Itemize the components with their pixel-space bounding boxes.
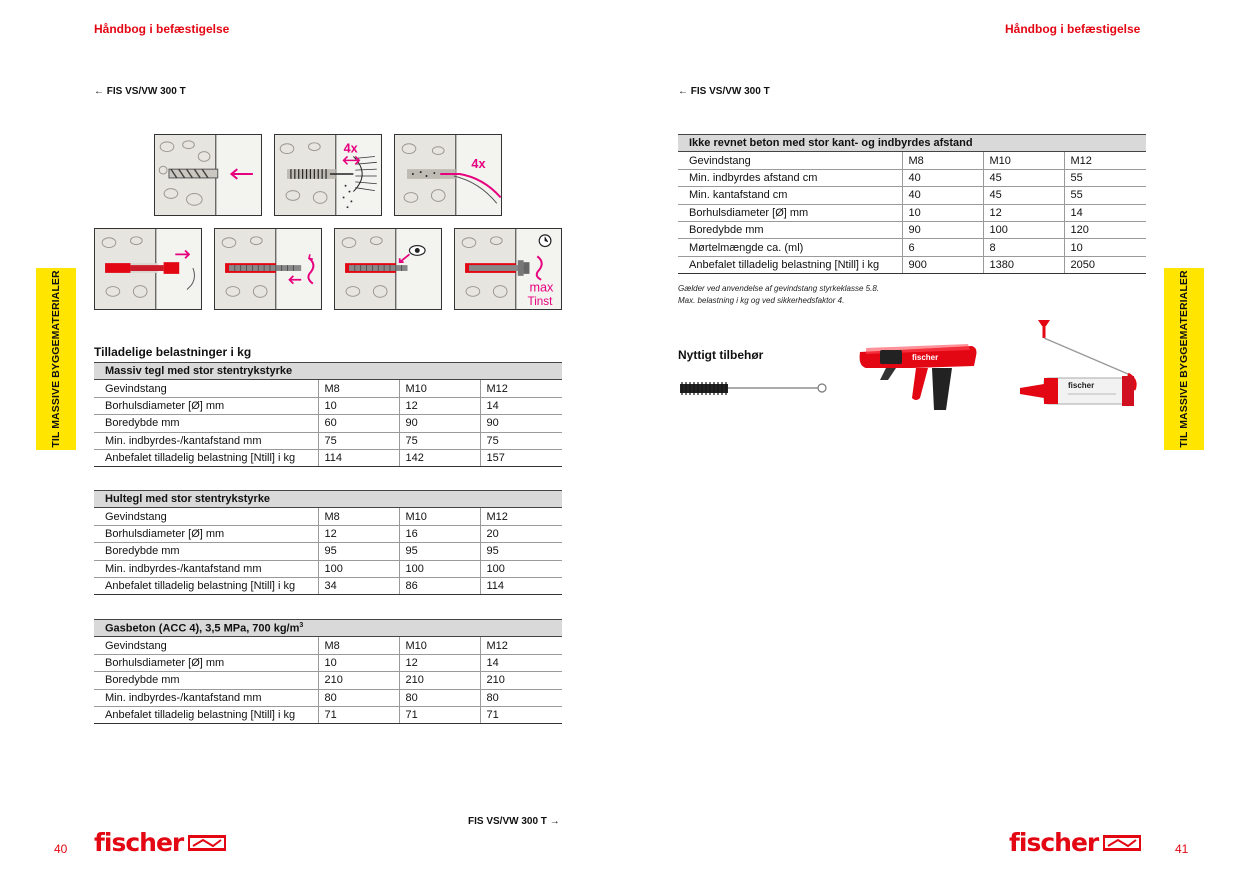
page-header: Håndbog i befæstigelse <box>94 22 230 36</box>
page-number: 41 <box>1175 842 1189 856</box>
step-inject-mortar <box>94 228 202 310</box>
table-row: Min. indbyrdes-/kantafstand mm 80 80 80 <box>94 689 562 706</box>
load-table-solid-brick <box>94 362 562 467</box>
step-label: Tinst <box>527 295 553 309</box>
cleaning-brush-icon <box>678 378 828 398</box>
table-row: Min. indbyrdes afstand cm 40 45 55 <box>678 169 1146 186</box>
table-row: Boredybde mm 60 90 90 <box>94 415 562 432</box>
dispenser-gun-icon <box>856 340 980 412</box>
table-row: Boredybde mm 90 100 120 <box>678 221 1146 238</box>
table-title: Massiv tegl med stor stentrykstyrke <box>94 363 562 380</box>
step-insert-rod <box>214 228 322 310</box>
blow-out-4x-icon <box>395 135 501 215</box>
load-table-aerated-concrete <box>94 619 562 724</box>
logo-badge-icon <box>1103 835 1141 851</box>
table-row: Borhulsdiameter [Ø] mm 10 12 14 <box>94 397 562 414</box>
table-row: Gevindstang M8 M10 M12 <box>94 380 562 397</box>
table-row: Borhulsdiameter [Ø] mm 10 12 14 <box>678 204 1146 221</box>
table-row: Boredybde mm 210 210 210 <box>94 672 562 689</box>
tighten-max-icon <box>455 229 561 309</box>
footnote: Gælder ved anvendelse af gevindstang styrkeklasse 5.8. <box>678 284 880 293</box>
table-row: Min. indbyrdes-/kantafstand mm 100 100 100 <box>94 560 562 577</box>
logo-wordmark: fischer <box>1009 828 1099 857</box>
step-blow-4x <box>394 134 502 216</box>
table-row: Mørtelmængde ca. (ml) 6 8 10 <box>678 239 1146 256</box>
breadcrumb-back-link[interactable]: ← FIS VS/VW 300 T <box>678 86 770 97</box>
insert-rod-icon <box>215 229 321 309</box>
step-label: max <box>529 280 554 295</box>
page-header: Håndbog i befæstigelse <box>1005 22 1141 36</box>
step-tighten-max <box>454 228 562 310</box>
brush-4x-icon <box>275 135 381 215</box>
logo-wordmark: fischer <box>94 828 184 857</box>
load-table-concrete <box>678 134 1146 274</box>
table-row: Min. kantafstand cm 40 45 55 <box>678 187 1146 204</box>
table-row: Min. indbyrdes-/kantafstand mm 75 75 75 <box>94 432 562 449</box>
table-title: Gasbeton (ACC 4), 3,5 MPa, 700 $kg/m^3$ <box>94 620 562 637</box>
load-table-hollow-brick <box>94 490 562 595</box>
right-page <box>620 0 1240 876</box>
drill-hole-icon <box>155 135 261 215</box>
table-row: Anbefalet tilladelig belastning [Ntill] i kg 71 71 71 <box>94 706 562 723</box>
side-tab[interactable] <box>1164 268 1204 450</box>
breadcrumb-back-link[interactable]: ← FIS VS/VW 300 T <box>94 86 186 97</box>
side-tab[interactable] <box>36 268 76 450</box>
step-brush-4x <box>274 134 382 216</box>
next-page-link[interactable]: FIS VS/VW 300 T → <box>468 816 560 827</box>
page-number: 40 <box>54 842 68 856</box>
section-title: Tilladelige belastninger i kg <box>94 345 252 359</box>
table-row: Gevindstang M8 M10 M12 <box>94 508 562 525</box>
table-row: Gevindstang M8 M10 M12 <box>678 152 1146 169</box>
pump-brand-label: fischer <box>1068 381 1095 390</box>
table-row: Boredybde mm 95 95 95 <box>94 543 562 560</box>
step-label: 4x <box>343 141 358 156</box>
gun-brand-label: fischer <box>912 353 939 362</box>
table-row: Borhulsdiameter [Ø] mm 12 16 20 <box>94 525 562 542</box>
step-drill-hole <box>154 134 262 216</box>
table-row: Anbefalet tilladelig belastning [Ntill] i kg 34 86 114 <box>94 577 562 594</box>
inject-mortar-icon <box>95 229 201 309</box>
fischer-logo <box>1009 828 1141 857</box>
table-title: Ikke revnet beton med stor kant- og indbyrdes afstand <box>678 135 1146 152</box>
step-check-fill <box>334 228 442 310</box>
blow-out-pump-icon <box>1016 318 1154 410</box>
fischer-logo <box>94 828 226 857</box>
footnote: Max. belastning i kg og ved sikkerhedsfaktor 4. <box>678 296 845 305</box>
step-label: 4x <box>471 157 486 172</box>
check-fill-icon <box>335 229 441 309</box>
table-row: Gevindstang M8 M10 M12 <box>94 637 562 654</box>
table-title: Hultegl med stor stentrykstyrke <box>94 491 562 508</box>
table-row: Anbefalet tilladelig belastning [Ntill] i kg 900 1380 2050 <box>678 256 1146 273</box>
side-tab-label: TIL MASSIVE BYGGEMATERIALER <box>1178 270 1190 448</box>
table-row: Borhulsdiameter [Ø] mm 10 12 14 <box>94 654 562 671</box>
logo-badge-icon <box>188 835 226 851</box>
accessories-title: Nyttigt tilbehør <box>678 348 764 362</box>
side-tab-label: TIL MASSIVE BYGGEMATERIALER <box>50 270 62 448</box>
table-row: Anbefalet tilladelig belastning [Ntill] i kg 114 142 157 <box>94 449 562 466</box>
